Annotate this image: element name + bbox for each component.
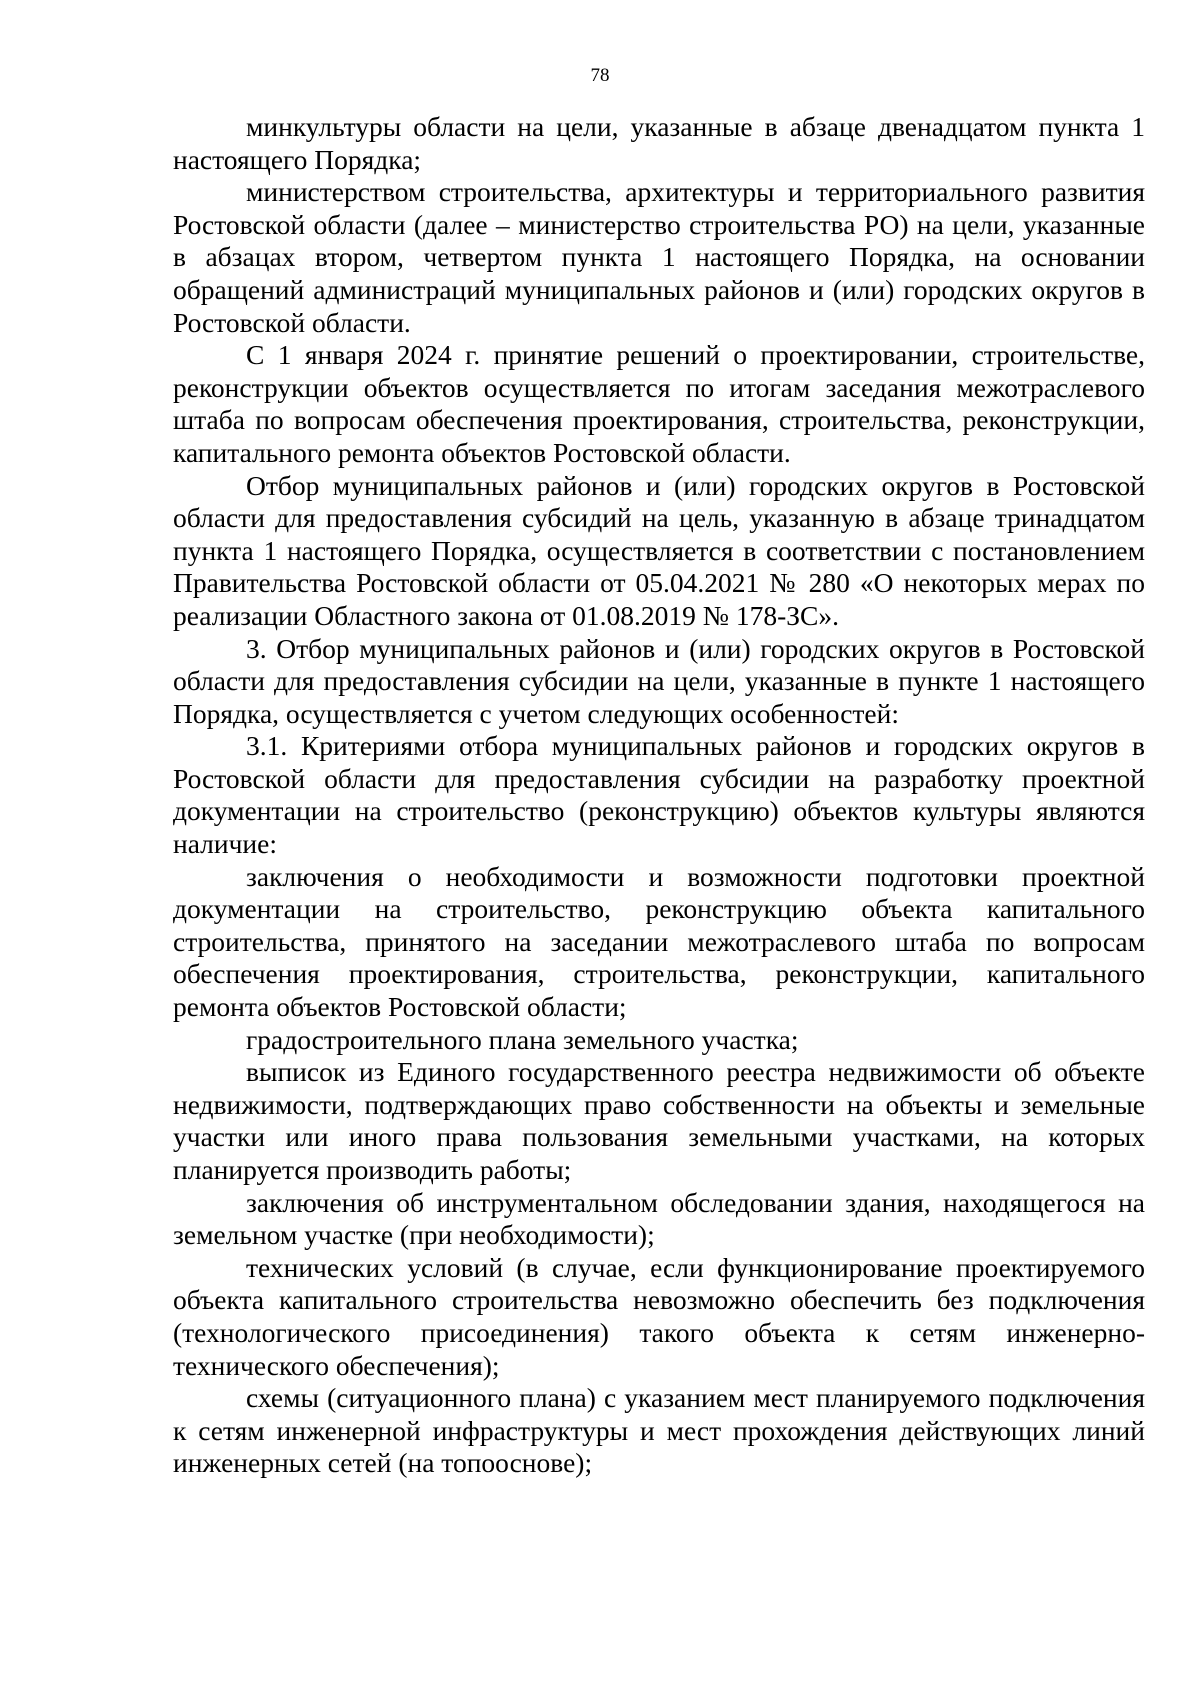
paragraph: минкультуры области на цели, указанные в абзаце двенадцатом пункта 1 настоящего Порядка; xyxy=(173,111,1145,175)
paragraph: выписок из Единого государственного реестра недвижимости об объекте недвижимости, подтверждающих право собственности на объекты и земельные участки или иного права пользования земельными участками, на которых планируется производить работы; xyxy=(173,1056,1145,1185)
paragraph: заключения о необходимости и возможности подготовки проектной документации на строительство, реконструкцию объекта капитального строительства, принятого на заседании межотраслевого штаба по вопросам обеспечения проектирования, строительства, реконструкции, капитального ремонта объектов Ростовской области; xyxy=(173,860,1145,1023)
paragraph: заключения об инструментальном обследовании здания, находящегося на земельном участке (при необходимости); xyxy=(173,1186,1145,1251)
paragraph: градостроительного плана земельного участка; xyxy=(246,1023,799,1055)
paragraph: министерством строительства, архитектуры и территориального развития Ростовской области (далее – министерство строительства РО) на цели, указанные в абзацах втором, четвертом пункта 1 настоящего Порядка, на основании обращений администраций муниципальных районов и (или) городских округов в Ростовской области. xyxy=(173,176,1145,338)
paragraph: технических условий (в случае, если функционирование проектируемого объекта капитального строительства невозможно обеспечить без подключения (технологического присоединения) такого объекта к сетям инженерно-технического обеспечения); xyxy=(173,1251,1145,1381)
paragraph: 3.1. Критериями отбора муниципальных районов и городских округов в Ростовской области для предоставления субсидии на разработку проектной документации на строительство (реконструкцию) объектов культуры являются наличие: xyxy=(173,730,1145,860)
document-body xyxy=(173,111,1145,1480)
paragraph: схемы (ситуационного плана) с указанием мест планируемого подключения к сетям инженерной инфраструктуры и мест прохождения действующих линий инженерных сетей (на топооснове); xyxy=(173,1382,1145,1479)
paragraph: С 1 января 2024 г. принятие решений о проектировании, строительстве, реконструкции объектов осуществляется по итогам заседания межотраслевого штаба по вопросам обеспечения проектирования, строительства, реконструкции, капитального ремонта объектов Ростовской области. xyxy=(173,339,1145,468)
page-number: 78 xyxy=(590,65,610,86)
paragraph: 3. Отбор муниципальных районов и (или) городских округов в Ростовской области для предоставления субсидии на цели, указанные в пункте 1 настоящего Порядка, осуществляется с учетом следующих особенностей: xyxy=(173,632,1145,729)
paragraph: Отбор муниципальных районов и (или) городских округов в Ростовской области для предоставления субсидий на цель, указанную в абзаце тринадцатом пункта 1 настоящего Порядка, осуществляется в соответствии с постановлением Правительства Ростовской области от 05.04.2021 № 280 «О некоторых мерах по реализации Областного закона от 01.08.2019 № 178-ЗС». xyxy=(173,469,1145,631)
